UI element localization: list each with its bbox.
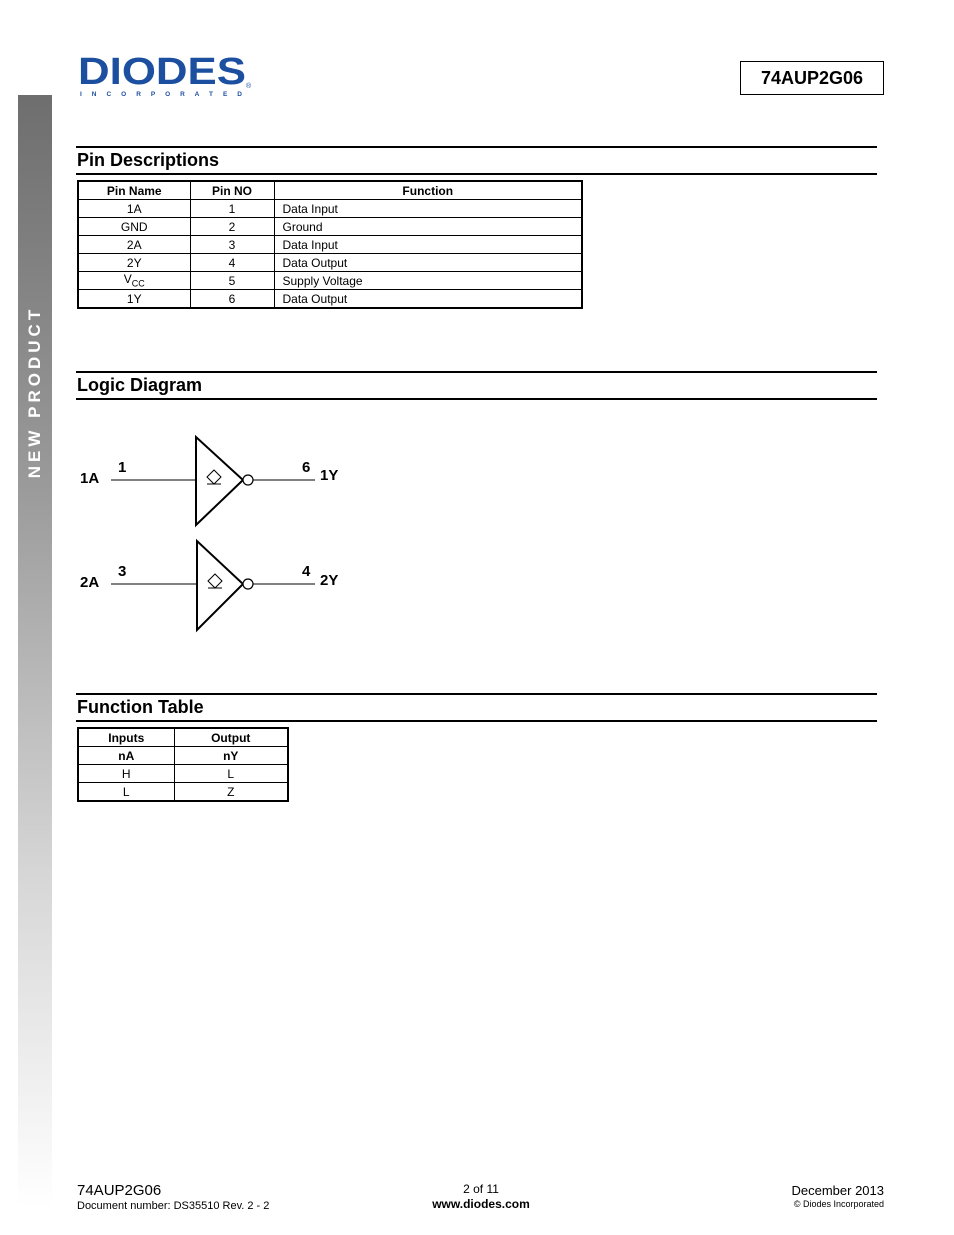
column-subheader: nA	[78, 747, 174, 765]
footer-website-link[interactable]: www.diodes.com	[432, 1197, 530, 1211]
logo-subtext: I N C O R P O R A T E D	[80, 91, 243, 98]
table-row	[78, 290, 582, 309]
section-rule-top	[76, 693, 877, 695]
open-drain-symbol	[207, 470, 221, 484]
output-value: L	[174, 765, 288, 783]
pin-number: 3	[190, 236, 274, 254]
pin-descriptions-table	[77, 180, 583, 309]
input-value: L	[78, 783, 174, 802]
footer-page-number: 2 of 11	[463, 1182, 499, 1196]
logic-diagram-title: Logic Diagram	[77, 375, 203, 395]
pin-number: 5	[190, 272, 274, 290]
gate-output-pin: 4	[302, 563, 311, 580]
pin-name-subscript: CC	[131, 278, 145, 289]
gate-output-label: 1Y	[320, 467, 339, 484]
gate-input-pin: 1	[118, 459, 127, 476]
output-value: Z	[174, 783, 288, 802]
pin-name	[78, 272, 190, 290]
column-subheader: nY	[174, 747, 288, 765]
table-row	[78, 218, 582, 236]
part-number: 74AUP2G06	[760, 67, 864, 88]
open-drain-symbol	[208, 574, 222, 588]
table-row	[78, 765, 288, 783]
column-header: Pin NO	[190, 181, 274, 200]
buffer-triangle	[196, 437, 243, 525]
input-value: H	[78, 765, 174, 783]
pin-function: Data Output	[274, 254, 582, 272]
function-table	[77, 727, 289, 802]
footer-document-number: Document number: DS35510 Rev. 2 - 2	[77, 1200, 270, 1212]
gate-input-label: 1A	[80, 470, 100, 487]
pin-name: GND	[78, 218, 190, 236]
table-header-row	[78, 181, 582, 200]
pin-function: Ground	[274, 218, 582, 236]
pin-function: Supply Voltage	[274, 272, 582, 290]
table-row	[78, 236, 582, 254]
function-table-title: Function Table	[77, 697, 204, 717]
pin-name: 2A	[78, 236, 190, 254]
column-header: Output	[174, 728, 288, 747]
pin-number: 6	[190, 290, 274, 309]
buffer-gate-1	[80, 437, 338, 525]
pin-descriptions-title: Pin Descriptions	[77, 150, 220, 170]
section-rule-bottom	[76, 720, 877, 722]
section-rule-bottom	[76, 173, 877, 175]
logo-wordmark: DIODES	[78, 52, 246, 93]
logo-registered-mark: ®	[246, 83, 252, 90]
pin-name: 2Y	[78, 254, 190, 272]
gate-output-pin: 6	[302, 459, 311, 476]
inversion-bubble	[243, 579, 253, 589]
pin-name-main: V	[123, 272, 132, 287]
table-row	[78, 783, 288, 802]
column-header: Pin Name	[78, 181, 190, 200]
footer-date: December 2013	[791, 1183, 884, 1198]
inversion-bubble	[243, 475, 253, 485]
table-row	[78, 272, 582, 290]
pin-function: Data Output	[274, 290, 582, 309]
table-subheader-row	[78, 747, 288, 765]
diodes-logo	[78, 52, 253, 98]
sidebar-label: NEW PRODUCT	[25, 305, 44, 479]
table-header-row	[78, 728, 288, 747]
logic-diagram	[76, 425, 376, 640]
buffer-triangle	[197, 541, 243, 630]
pin-function: Data Input	[274, 236, 582, 254]
table-row	[78, 200, 582, 218]
footer-part-number: 74AUP2G06	[77, 1182, 162, 1199]
pin-number: 1	[190, 200, 274, 218]
pin-function: Data Input	[274, 200, 582, 218]
buffer-gate-2	[80, 541, 338, 630]
section-rule-top	[76, 146, 877, 148]
table-row	[78, 254, 582, 272]
gate-input-label: 2A	[80, 574, 100, 591]
footer-copyright: © Diodes Incorporated	[793, 1199, 884, 1209]
pin-name: 1Y	[78, 290, 190, 309]
new-product-sidebar	[18, 95, 52, 1207]
gate-input-pin: 3	[118, 563, 127, 580]
pin-number: 2	[190, 218, 274, 236]
part-number-box	[740, 61, 884, 95]
pin-number: 4	[190, 254, 274, 272]
section-rule-bottom	[76, 398, 877, 400]
column-header: Function	[274, 181, 582, 200]
column-header: Inputs	[78, 728, 174, 747]
gate-output-label: 2Y	[320, 572, 339, 589]
section-rule-top	[76, 371, 877, 373]
pin-name: 1A	[78, 200, 190, 218]
